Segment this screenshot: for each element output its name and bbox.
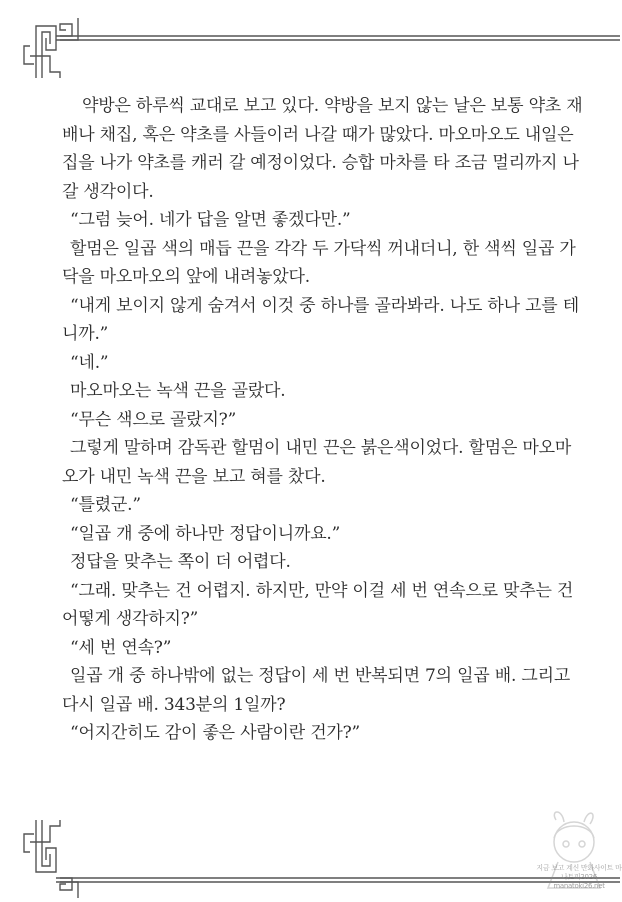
text-line: 그렇게 말하며 감독관 할멈이 내민 끈은 붉은색이었다. 할멈은 마오마: [70, 438, 572, 458]
text-line: 배나 채집, 혹은 약초를 사들이러 나갈 때가 많았다. 마오마오도 내일은: [62, 124, 574, 145]
text-line: 일곱 개 중 하나밖에 없는 정답이 세 번 반복되면 7의 일곱 배. 그리고: [70, 666, 571, 686]
text-line: 오가 내민 녹색 끈을 보고 혀를 찼다.: [62, 466, 326, 487]
text-line: “네.”: [70, 352, 109, 373]
text-line: “세 번 연속?”: [70, 637, 172, 658]
text-line: 집을 나가 약초를 캐러 갈 예정이었다. 승합 마차를 타 조금 멀리까지 나: [62, 153, 579, 173]
text-line: “내게 보이지 않게 숨겨서 이것 중 하나를 골라봐라. 나도 하나 고를 테: [70, 295, 579, 316]
text-line: 닥을 마오마오의 앞에 내려놓았다.: [62, 267, 310, 287]
text-line: 니까.”: [62, 324, 109, 344]
text-line: 갈 생각이다.: [62, 181, 154, 202]
text-line: 할멈은 일곱 색의 매듭 끈을 각각 두 가닥씩 꺼내더니, 한 색씩 일곱 가: [70, 238, 576, 259]
text-line: 다시 일곱 배. 343분의 1일까?: [62, 694, 286, 715]
watermark-text: 지금 보고 계신 만화사이트 마나토끼2026 manatoki26.net: [536, 864, 622, 890]
text-line: “어지간히도 감이 좋은 사람이란 건가?”: [70, 723, 361, 743]
text-line: “일곱 개 중에 하나만 정답이니까요.”: [70, 523, 341, 544]
text-line: 마오마오는 녹색 끈을 골랐다.: [70, 381, 286, 401]
top-border-ornament: [20, 16, 620, 86]
text-line: “그래. 맞추는 건 어렵지. 하지만, 만약 이걸 세 번 연속으로 맞추는 건: [70, 580, 574, 601]
text-line: “그럼 늦어. 네가 답을 알면 좋겠다만.”: [70, 210, 351, 230]
text-line: 정답을 맞추는 쪽이 더 어렵다.: [70, 552, 291, 572]
text-line: 약방은 하루씩 교대로 보고 있다. 약방을 보지 않는 날은 보통 약초 재: [82, 96, 583, 116]
text-line: 어떻게 생각하지?”: [62, 609, 199, 629]
novel-page-text: [62, 92, 582, 748]
text-line: “무슨 색으로 골랐지?”: [70, 409, 237, 430]
text-line: “틀렸군.”: [70, 495, 141, 515]
